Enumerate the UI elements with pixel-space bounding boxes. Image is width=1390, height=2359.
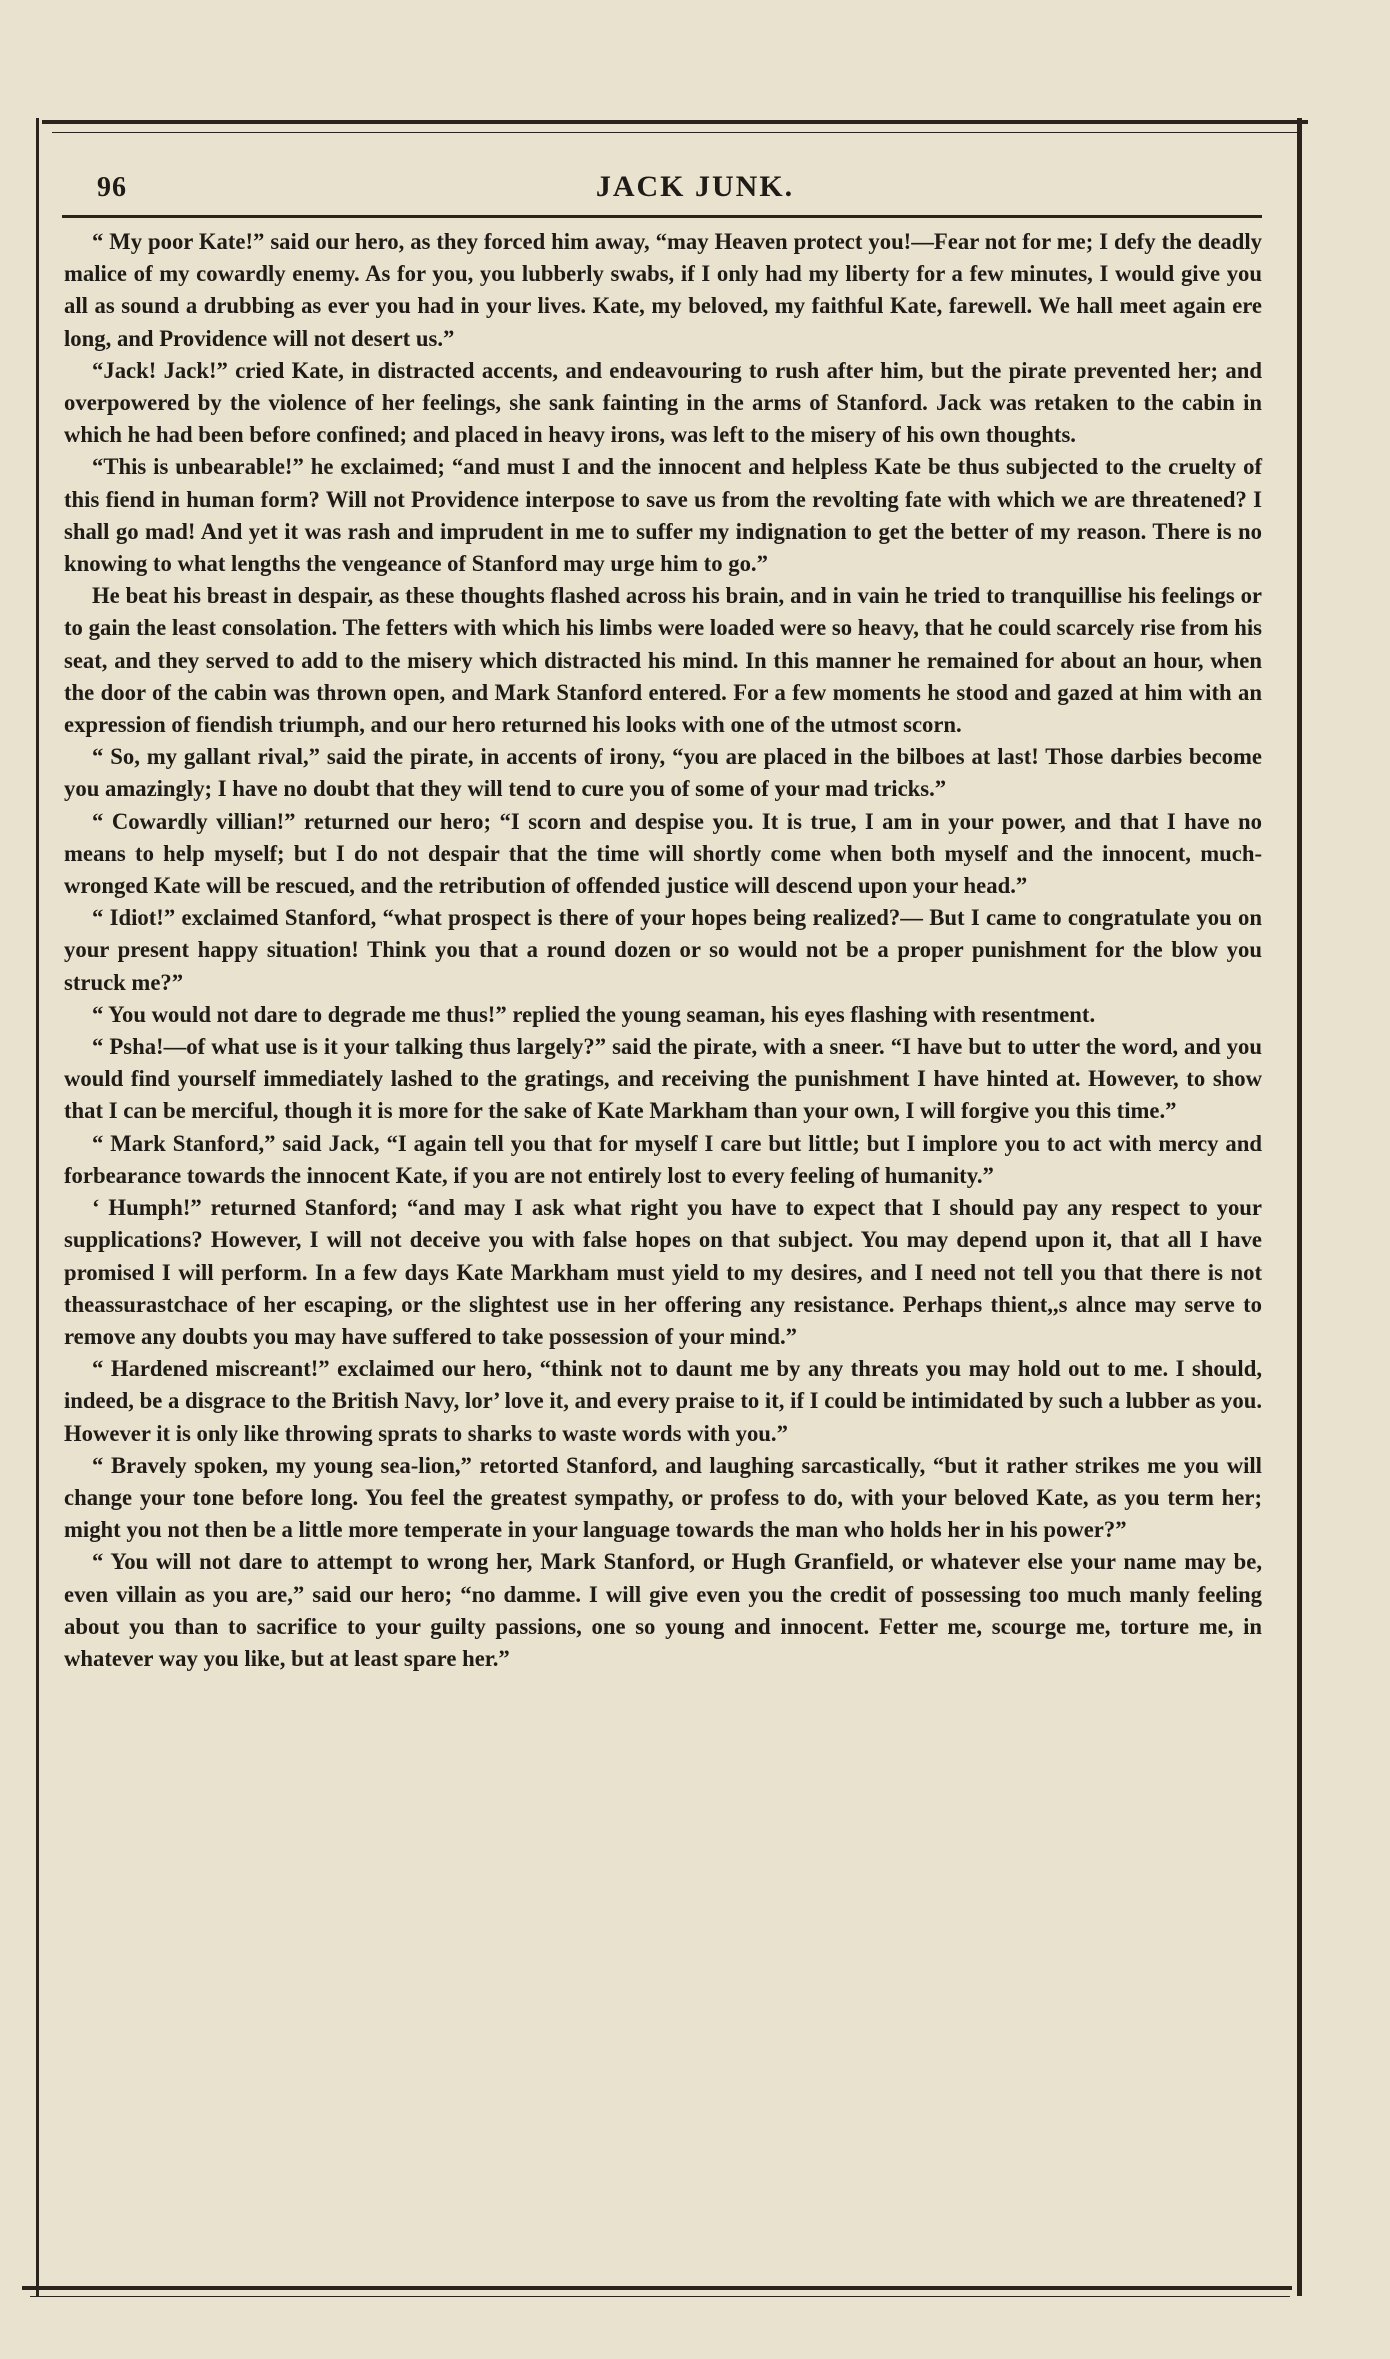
paragraph: He beat his breast in despair, as these thoughts flashed across his brain, and in vain he tried to tranquillise his feelings or to gain the least consolation. The fetters with which his limbs were loaded were so heavy, that he could scarcely rise from his seat, and they served to add to the misery which distracted his mind. In this manner he remained for about an hour, when the door of the cabin was thrown open, and Mark Stanford entered. For a few moments he stood and gazed at him with an expression of fiendish triumph, and our hero returned his looks with one of the utmost scorn. xyxy=(64,583,1262,738)
paragraph: “ Psha!—of what use is it your talking thus largely?” said the pirate, with a sneer. “I have but to utter the word, and you would find yourself immediately lashed to the gratings, and receiving the punishment I have hinted at. However, to show that I can be merciful, though it is more for the sake of Kate Markham than your own, I will forgive you this time.” xyxy=(64,1034,1262,1124)
paragraph: “ My poor Kate!” said our hero, as they forced him away, “may Heaven protect you!—Fear not for me; I defy the deadly malice of my cowardly enemy. As for you, you lubberly swabs, if I only had my liberty for a few minutes, I would give you all as sound a drubbing as ever you had in your lives. Kate, my beloved, my faithful Kate, farewell. We hall meet again ere long, and Providence will not desert us.” xyxy=(64,229,1262,351)
top-border-inner-rule xyxy=(52,132,1298,133)
paragraph: “ You will not dare to attempt to wrong her, Mark Stanford, or Hugh Granfield, or whatever else your name may be, even villain as you are,” said our hero; “no damme. I will give even you the credit of possessing too much manly feeling about you than to sacrifice to your guilty passions, one so young and innocent. Fetter me, scourge me, torture me, in whatever way you like, but at least spare her.” xyxy=(64,1549,1262,1671)
header-rule xyxy=(62,215,1262,218)
paragraph: “ Hardened miscreant!” exclaimed our hero, “think not to daunt me by any threats you may hold out to me. I should, indeed, be a disgrace to the British Navy, lor’ love it, and every praise to it, if I could be intimidated by such a lubber as you. However it is only like throwing sprats to sharks to waste words with you.” xyxy=(64,1356,1262,1446)
paragraph: “ Mark Stanford,” said Jack, “I again tell you that for myself I care but little; but I implore you to act with mercy and forbearance towards the innocent Kate, if you are not entirely lost to every feeling of humanity.” xyxy=(64,1130,1262,1188)
paragraph: “ You would not dare to degrade me thus!” replied the young seaman, his eyes flashing with resentment. xyxy=(92,1001,1096,1027)
bottom-border-inner-rule xyxy=(30,2296,1290,2297)
bottom-border-rule xyxy=(22,2286,1292,2290)
page-number: 96 xyxy=(97,172,127,203)
paragraph: “ So, my gallant rival,” said the pirate, in accents of irony, “you are placed in the bilboes at last! Those darbies become you amazingly; I have no doubt that they will tend to cure you of some of your mad tricks.” xyxy=(64,744,1262,802)
top-border-rule xyxy=(42,120,1308,124)
paragraph: “This is unbearable!” he exclaimed; “and must I and the innocent and helpless Kate be thus subjected to the cruelty of this fiend in human form? Will not Providence interpose to save us from the revolting fate with which we are threatened? I shall go mad! And yet it was rash and imprudent in me to suffer my indignation to get the better of my reason. There is no knowing to what lengths the vengeance of Stanford may urge him to go.” xyxy=(64,454,1262,577)
paragraph: “Jack! Jack!” cried Kate, in distracted accents, and endeavouring to rush after him, but the pirate prevented her; and overpowered by the violence of her feelings, she sank fainting in the arms of Stanford. Jack was retaken to the cabin in which he had been before confined; and placed in heavy irons, was left to the misery of his own thoughts. xyxy=(64,357,1262,448)
paragraph: “ Bravely spoken, my young sea-lion,” retorted Stanford, and laughing sarcastically, “but it rather strikes me you will change your tone before long. You feel the greatest sympathy, or profess to do, with your beloved Kate, as you term her; might you not then be a little more temperate in your language towards the man who holds her in his power?” xyxy=(64,1452,1262,1543)
paragraph: “ Cowardly villian!” returned our hero; “I scorn and despise you. It is true, I am in your power, and that I have no means to help myself; but I do not despair that the time will shortly come when both myself and the innocent, much-wronged Kate will be rescued, and the retribution of offended justice will descend upon your head.” xyxy=(64,808,1262,899)
paragraph: ‘ Humph!” returned Stanford; “and may I ask what right you have to expect that I should pay any respect to your supplications? However, I will not deceive you with false hopes on that subject. You may depend upon it, that all I have promised I will perform. In a few days Kate Markham must yield to my desires, and I need not tell you that there is not theassurastchace of her escaping, or the slightest use in her offering any resistance. Perhaps thient,,s alnce may serve to remove any doubts you may have suffered to take possession of your mind.” xyxy=(64,1195,1262,1349)
paragraph: “ Idiot!” exclaimed Stanford, “what prospect is there of your hopes being realized?— But I came to congratulate you on your present happy situation! Think you that a round dozen or so would not be a proper punishment for the blow you struck me?” xyxy=(64,905,1262,995)
body-text xyxy=(64,226,1262,1675)
running-title: JACK JUNK. xyxy=(595,170,795,203)
